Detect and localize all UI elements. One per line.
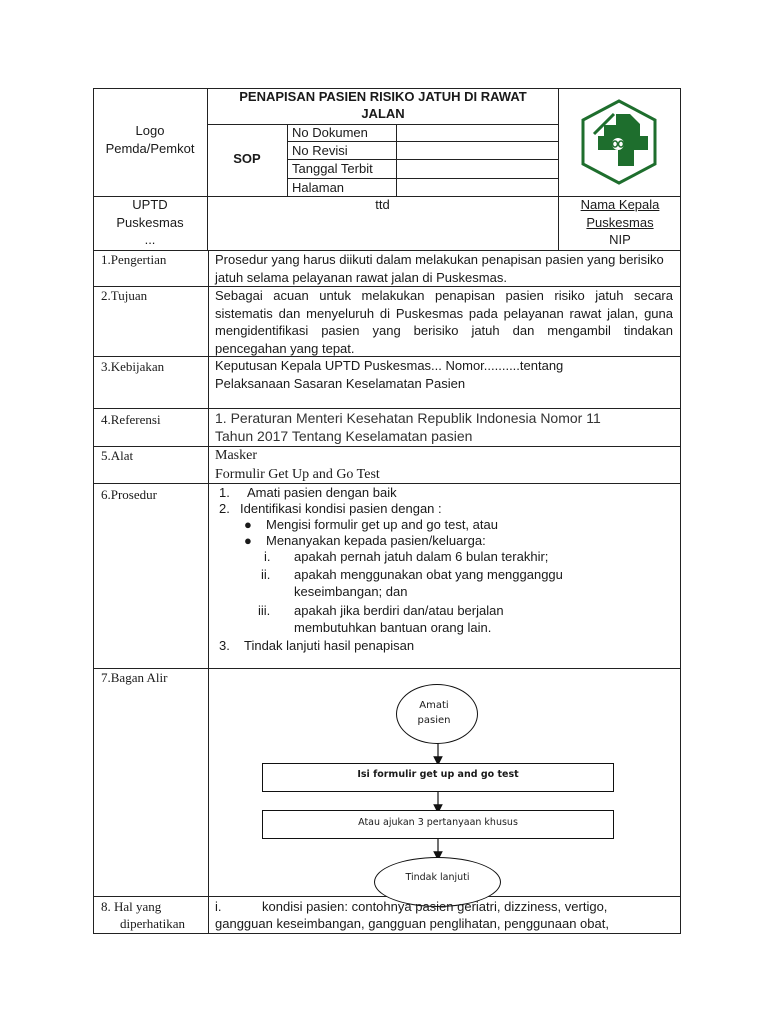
sop-label: SOP (233, 151, 261, 166)
text-referensi (215, 410, 675, 445)
sub-number: ii. (261, 567, 271, 582)
step-2: Identifikasi kondisi pasien dengan : (240, 501, 442, 516)
kepala-line1: Nama Kepala (580, 197, 660, 212)
label-bagan-alir: 7.Bagan Alir (101, 670, 168, 685)
field-tanggal-terbit: Tanggal Terbit (292, 161, 373, 176)
flow-start-line2: pasien (417, 715, 451, 726)
bullet-2: Menanyakan kepada pasien/keluarga: (266, 533, 486, 548)
kepala-line2: Puskesmas (586, 214, 654, 230)
text-kebijakan (215, 357, 675, 392)
text-tujuan: Sebagai acuan untuk melakukan penapisan pasien risiko jatuh secara sistematis dan menyeluruh di Puskesmas pada pelayanan rawat jalan, guna mengidentifikasi pasien yang berisiko jatuh dan mengambil tindakan pencegahan yang tepat. (215, 288, 673, 356)
logo-left-line2: Pemda/Pemkot (105, 141, 195, 156)
hal-line1: kondisi pasien: contohnya pasien geriatri, dizziness, vertigo, (262, 899, 608, 914)
label-prosedur: 6.Prosedur (101, 487, 157, 502)
hal-line2: gangguan keseimbangan, gangguan penglihatan, penggunaan obat, (215, 916, 609, 931)
step-3: Tindak lanjuti hasil penapisan (244, 638, 415, 653)
uptd-puskesmas (93, 196, 207, 249)
label-kebijakan: 3.Kebijakan (101, 359, 165, 374)
uptd-line3: ... (144, 232, 156, 247)
logo-pemda-placeholder (93, 122, 207, 158)
step-number: 1. (219, 485, 230, 500)
uptd-line2: Puskesmas (116, 214, 184, 230)
uptd-line1: UPTD (132, 197, 168, 212)
sub-number: i. (264, 549, 271, 564)
label-diperhatikan: diperhatikan (120, 916, 185, 931)
alat-item: Masker (215, 448, 257, 463)
sub-2-line1: apakah menggunakan obat yang mengganggu (294, 567, 563, 582)
flow-box-1-text: Isi formulir get up and go test (357, 769, 519, 780)
kebijakan-line2: Pelaksanaan Sasaran Keselamatan Pasien (215, 375, 466, 391)
kepala-puskesmas (559, 196, 681, 249)
step-number: 2. (219, 501, 230, 516)
header-divider-left (207, 88, 208, 251)
bullet-icon: ● (244, 533, 252, 548)
sub-3-line2: membutuhkan bantuan orang lain. (294, 620, 492, 635)
field-halaman: Halaman (292, 180, 345, 195)
referensi-line2: Tahun 2017 Tentang Keselamatan pasien (215, 427, 473, 444)
label-pengertian: 1.Pengertian (101, 252, 167, 267)
row-divider (93, 446, 681, 447)
sub-3-line1: apakah jika berdiri dan/atau berjalan (294, 603, 504, 618)
field-no-revisi: No Revisi (292, 143, 348, 158)
step-number: 3. (219, 638, 230, 653)
flow-start-text (396, 698, 472, 728)
referensi-line1: 1. Peraturan Menteri Kesehatan Republik Indonesia Nomor 11 (215, 410, 601, 426)
label-hal-yang: 8. Hal yang (101, 899, 162, 914)
sub-2-line2: keseimbangan; dan (294, 584, 408, 599)
doc-title: PENAPISAN PASIEN RISIKO JATUH DI RAWAT JALAN (239, 89, 527, 121)
label-tujuan: 2.Tujuan (101, 288, 148, 303)
label-referensi: 4.Referensi (101, 412, 161, 427)
text-pengertian: Prosedur yang harus diikuti dalam melakukan penapisan pasien yang berisiko jatuh selama pelayanan rawat jalan di Puskesmas. (215, 252, 664, 285)
alat-item: Formulir Get Up and Go Test (215, 467, 380, 482)
flow-end-text: Tindak lanjuti (405, 872, 470, 883)
bullet-icon: ● (244, 517, 252, 532)
bullet-1: Mengisi formulir get up and go test, atau (266, 517, 498, 532)
flow-start-line1: Amati (419, 700, 449, 711)
field-no-dokumen: No Dokumen (292, 125, 368, 140)
ttd-label: ttd (375, 197, 390, 212)
label-alat: 5.Alat (101, 448, 134, 463)
logo-left-line1: Logo (135, 123, 165, 138)
sub-1: apakah pernah jatuh dalam 6 bulan terakhir; (294, 549, 549, 564)
flow-box-2-text: Atau ajukan 3 pertanyaan khusus (358, 817, 518, 828)
hal-number: i. (215, 899, 222, 914)
step-1: Amati pasien dengan baik (247, 485, 397, 500)
nip-label: NIP (609, 232, 631, 247)
kebijakan-line1: Keputusan Kepala UPTD Puskesmas... Nomor..........tentang (215, 358, 564, 373)
puskesmas-logo (580, 98, 658, 186)
row-divider (93, 408, 681, 409)
sub-number: iii. (258, 603, 271, 618)
